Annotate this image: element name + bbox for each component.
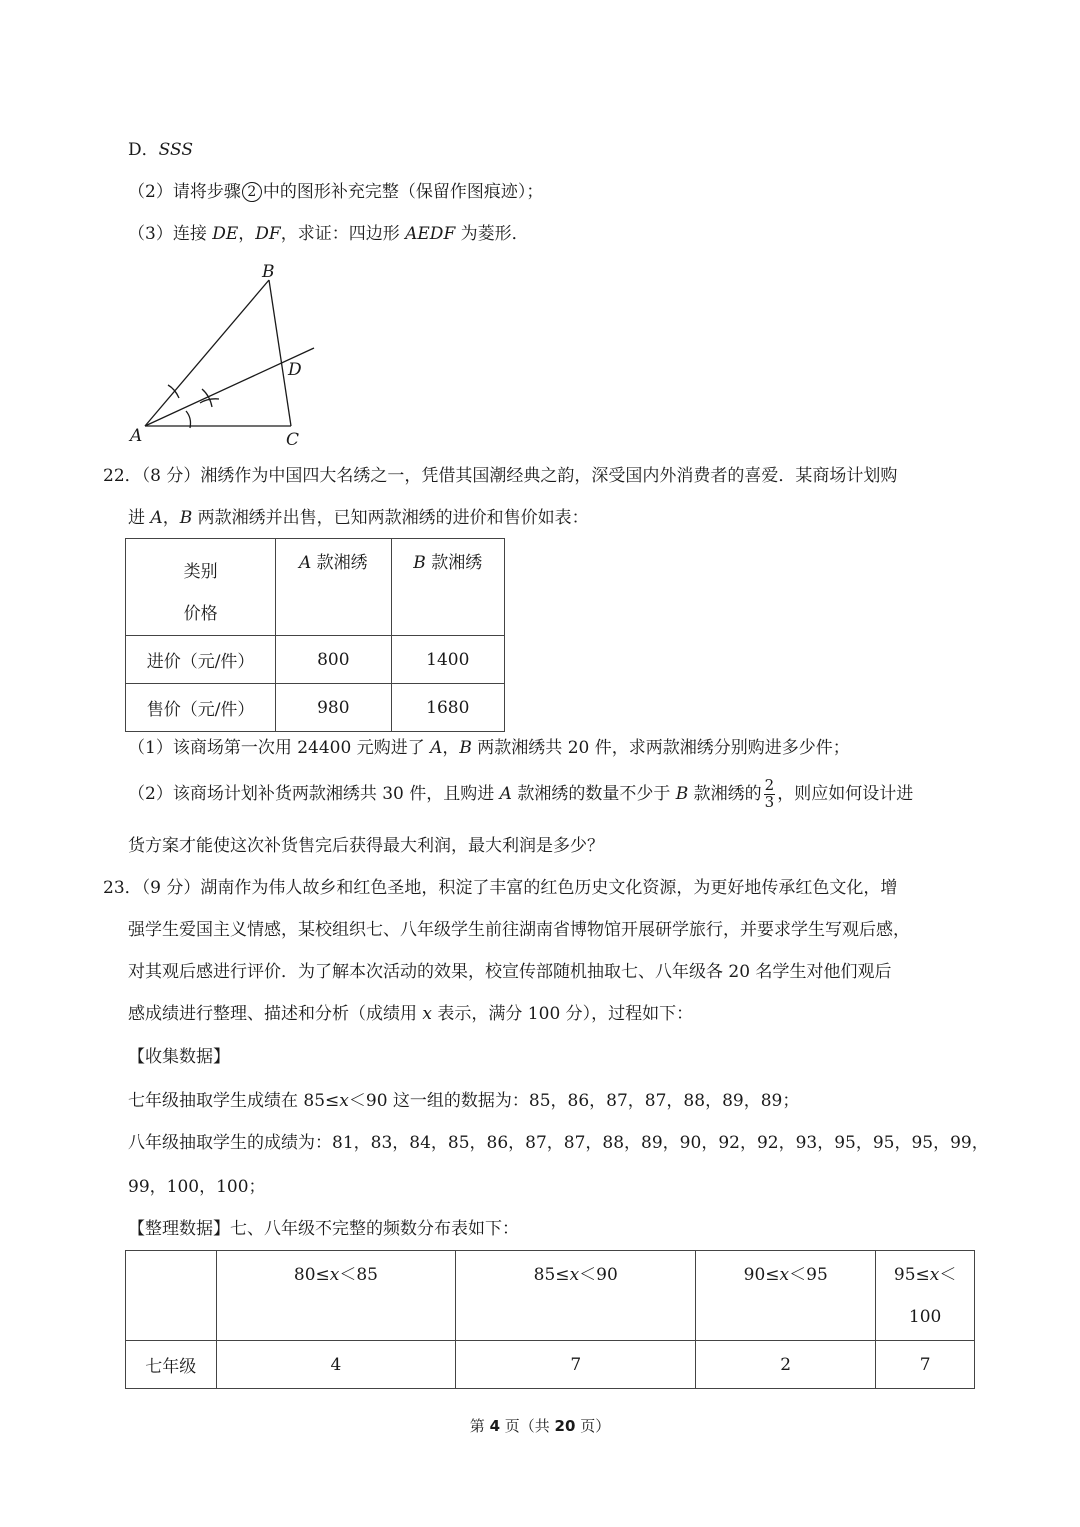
side-ab — [145, 280, 269, 426]
q22-line2-pre: 进 — [128, 508, 151, 528]
grade7-data-x: x — [339, 1091, 349, 1111]
q21-sub3-mid: ，求证：四边形 — [280, 224, 406, 244]
cell-b: 1680 — [391, 684, 504, 732]
q22-sub2-post: ，则应如何设计进 — [777, 783, 914, 804]
cell-b: 1400 — [391, 636, 504, 684]
range-4-line2: 100 — [908, 1307, 942, 1327]
range-3-pre: 90≤ — [743, 1265, 780, 1285]
q21-sub3-quad: AEDF — [405, 224, 456, 244]
cell-a: 980 — [276, 684, 391, 732]
range-1-post: ＜85 — [339, 1265, 378, 1285]
range-1-pre: 80≤ — [293, 1265, 330, 1285]
q22-sub1-pre: （1）该商场第一次用 24400 元购进了 — [128, 738, 431, 758]
footer-total-pages: 20 — [554, 1417, 576, 1435]
range-2-pre: 85≤ — [533, 1265, 570, 1285]
price-table-header-row — [126, 539, 505, 636]
frequency-cell: 4 — [216, 1341, 456, 1389]
range-2-post: ＜90 — [579, 1265, 618, 1285]
circled-step-number: 2 — [242, 182, 262, 202]
range-2-x: x — [569, 1265, 580, 1285]
q22-sub2 — [128, 778, 913, 811]
q23-line4-x: x — [422, 1004, 432, 1024]
frequency-cell: 2 — [696, 1341, 876, 1389]
q22-line2-a: A — [150, 508, 163, 528]
header-b-cell — [391, 539, 504, 636]
row-label: 七年级 — [126, 1341, 217, 1389]
grade7-data-pre: 七年级抽取学生成绩在 85≤ — [128, 1091, 340, 1111]
header-b-text: 款湘绣 — [425, 553, 483, 573]
option-d-value: SSS — [158, 140, 193, 160]
q22-sub1-sep: ， — [442, 738, 460, 758]
q22-sub2-line2: 货方案才能使这次补货售完后获得最大利润，最大利润是多少？ — [128, 836, 604, 856]
label-b: B — [262, 262, 275, 282]
q22-sub1-b: B — [459, 738, 472, 758]
q21-sub3-pre: （3）连接 — [128, 224, 213, 244]
triangle-figure — [120, 258, 330, 450]
option-d-prefix: D． — [128, 140, 159, 160]
q22-line2-sep: ， — [162, 508, 180, 528]
label-d: D — [288, 360, 302, 380]
range-header-2 — [456, 1251, 696, 1341]
q22-sub2-pre: （2）该商场计划补货两款湘绣共 30 件，且购进 — [128, 783, 500, 804]
header-price: 价格 — [183, 604, 218, 624]
range-4-post: ＜ — [939, 1265, 957, 1285]
q22-sub2-mid: 款湘绣的数量不少于 — [511, 783, 676, 804]
q23-line3: 对其观后感进行评价．为了解本次活动的效果，校宣传部随机抽取七、八年级各 20 名学生对他们观后 — [128, 962, 892, 982]
q23-line2: 强学生爱国主义情感，某校组织七、八年级学生前往湖南省博物馆开展研学旅行，并要求学生写观后感， — [128, 920, 910, 940]
fraction — [764, 778, 776, 811]
q22-line1: 22．（8 分）湘绣作为中国四大名绣之一，凭借其国潮经典之韵，深受国内外消费者的喜爱．某商场计划购 — [103, 466, 898, 486]
q22-sub2-mid2: 款湘绣的 — [688, 783, 762, 804]
side-bc — [269, 280, 291, 426]
grade8-data-line2: 99，100，100； — [128, 1177, 266, 1197]
header-a-cell — [276, 539, 391, 636]
price-table-corner-cell — [126, 539, 276, 636]
footer-post: 页） — [575, 1417, 611, 1435]
q21-sub3-post: 为菱形． — [455, 224, 529, 244]
range-4-line1 — [876, 1263, 974, 1287]
q22-line2-post: 两款湘绣并出售，已知两款湘绣的进价和售价如表： — [192, 508, 589, 528]
q22-sub1-a: A — [430, 738, 443, 758]
range-header-4 — [876, 1251, 975, 1341]
q21-sub3-sep: ， — [238, 224, 256, 244]
label-c: C — [286, 430, 300, 450]
price-table — [125, 538, 505, 732]
q21-sub3-de: DE — [212, 224, 239, 244]
q23-line1: 23．（9 分）湖南作为伟人故乡和红色圣地，积淀了丰富的红色历史文化资源，为更好地传承红色文化，增 — [103, 878, 898, 898]
q21-sub2-pre: （2）请将步骤 — [128, 182, 241, 202]
fraction-denominator: 3 — [764, 792, 775, 811]
header-b-letter: B — [413, 553, 426, 573]
table-row — [126, 1341, 975, 1389]
q22-sub2-b: B — [675, 783, 689, 804]
row-label: 售价（元/件） — [126, 684, 276, 732]
q22-sub1 — [128, 738, 850, 758]
q22-sub1-post: 两款湘绣共 20 件，求两款湘绣分别购进多少件； — [471, 738, 850, 758]
frequency-table-header-row — [126, 1251, 975, 1341]
frequency-cell: 7 — [876, 1341, 975, 1389]
q21-sub2-post: 中的图形补充完整（保留作图痕迹）； — [262, 182, 544, 202]
range-4-x: x — [929, 1265, 940, 1285]
frequency-table — [125, 1250, 975, 1389]
q23-line4 — [128, 1004, 693, 1024]
frequency-cell: 7 — [456, 1341, 696, 1389]
row-label: 进价（元/件） — [126, 636, 276, 684]
table-row — [126, 636, 505, 684]
range-3-x: x — [779, 1265, 790, 1285]
range-3-post: ＜95 — [789, 1265, 828, 1285]
q22-sub2-a: A — [499, 783, 512, 804]
collect-data-heading: 【收集数据】 — [128, 1047, 230, 1067]
label-a: A — [130, 426, 143, 446]
q21-sub3-df: DF — [255, 224, 281, 244]
q23-line4-pre: 感成绩进行整理、描述和分析（成绩用 — [128, 1004, 423, 1024]
page-footer — [0, 1417, 1080, 1435]
q21-sub2 — [128, 182, 543, 202]
q23-line4-post: 表示，满分 100 分），过程如下： — [432, 1004, 694, 1024]
q21-sub3 — [128, 224, 529, 244]
option-d — [128, 140, 193, 160]
footer-mid: 页（共 — [500, 1417, 555, 1435]
range-header-1 — [216, 1251, 456, 1341]
q22-line2 — [128, 508, 589, 528]
fraction-numerator: 2 — [764, 776, 775, 794]
cell-a: 800 — [276, 636, 391, 684]
header-a-text: 款湘绣 — [311, 553, 368, 573]
range-4-pre: 95≤ — [893, 1265, 930, 1285]
footer-pre: 第 — [469, 1417, 490, 1435]
frequency-table-corner-cell — [126, 1251, 217, 1341]
grade7-data — [128, 1091, 799, 1111]
header-category: 类别 — [183, 562, 218, 582]
grade8-data-line1: 八年级抽取学生的成绩为：81，83，84，85，86，87，87，88，89，90，92，92，93，95，95，95，99， — [128, 1133, 989, 1153]
q22-line2-b: B — [179, 508, 193, 528]
table-row — [126, 684, 505, 732]
range-header-3 — [696, 1251, 876, 1341]
organize-data-heading: 【整理数据】七、八年级不完整的频数分布表如下： — [128, 1219, 519, 1239]
grade7-data-post: ＜90 这一组的数据为：85，86，87，87，88，89，89； — [348, 1091, 800, 1111]
header-a-letter: A — [298, 553, 312, 573]
range-1-x: x — [329, 1265, 340, 1285]
footer-page-number: 4 — [489, 1417, 500, 1435]
